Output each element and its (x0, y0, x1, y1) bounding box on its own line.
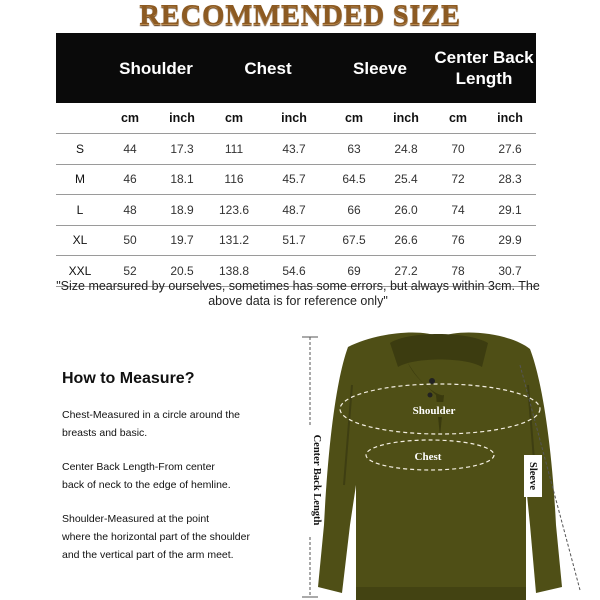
units-row (56, 103, 536, 134)
table-cell: 19.7 (156, 225, 208, 256)
how-to-measure-title: How to Measure? (62, 370, 195, 387)
measurement-note: "Size mearsured by ourselves, sometimes has some errors, but always within 3cm. The above data is for reference only" (56, 279, 540, 308)
header-blank (56, 33, 104, 103)
header-center-back-length: Center Back Length (432, 33, 536, 103)
table-cell: 50 (104, 225, 156, 256)
chest-label: Chest (414, 451, 442, 463)
table-cell: 29.1 (484, 195, 536, 226)
table-row (56, 134, 536, 165)
shoulder-label: Shoulder (412, 405, 456, 417)
table-cell: 52 (104, 256, 156, 287)
unit-label: cm (328, 103, 380, 134)
table-cell: 18.9 (156, 195, 208, 226)
table-cell: 30.7 (484, 256, 536, 287)
unit-label: cm (208, 103, 260, 134)
table-cell: 46 (104, 164, 156, 195)
size-label: XXL (56, 256, 104, 287)
description-line: where the horizontal part of the shoulder (62, 531, 250, 543)
table-row (56, 225, 536, 256)
size-label: M (56, 164, 104, 195)
unit-blank (56, 103, 104, 134)
description-line: Shoulder-Measured at the point (62, 513, 210, 525)
unit-label: inch (260, 103, 328, 134)
shoulder-description (62, 510, 282, 564)
center-back-length-label: Center Back Length (311, 434, 322, 526)
table-cell: 64.5 (328, 164, 380, 195)
table-cell: 111 (208, 134, 260, 165)
unit-label: inch (484, 103, 536, 134)
header-sleeve: Sleeve (328, 33, 432, 103)
center-back-description (62, 458, 282, 494)
description-line: breasts and basic. (62, 427, 148, 439)
table-cell: 24.8 (380, 134, 432, 165)
table-cell: 48.7 (260, 195, 328, 226)
size-chart-table (56, 33, 536, 287)
table-cell: 131.2 (208, 225, 260, 256)
table-cell: 45.7 (260, 164, 328, 195)
table-cell: 54.6 (260, 256, 328, 287)
size-label: XL (56, 225, 104, 256)
table-cell: 51.7 (260, 225, 328, 256)
table-row (56, 195, 536, 226)
size-label: S (56, 134, 104, 165)
chest-description (62, 406, 282, 442)
table-cell: 20.5 (156, 256, 208, 287)
unit-label: inch (156, 103, 208, 134)
table-cell: 43.7 (260, 134, 328, 165)
table-cell: 44 (104, 134, 156, 165)
table-cell: 63 (328, 134, 380, 165)
table-cell: 26.6 (380, 225, 432, 256)
description-line: Center Back Length-From center (62, 461, 215, 473)
table-cell: 69 (328, 256, 380, 287)
table-cell: 116 (208, 164, 260, 195)
unit-label: cm (432, 103, 484, 134)
table-cell: 72 (432, 164, 484, 195)
page-title: RECOMMENDED SIZE (139, 0, 461, 31)
sweater-measurement-figure (290, 325, 590, 600)
table-cell: 66 (328, 195, 380, 226)
unit-label: cm (104, 103, 156, 134)
table-cell: 48 (104, 195, 156, 226)
description-line: and the vertical part of the arm meet. (62, 549, 234, 561)
table-cell: 18.1 (156, 164, 208, 195)
table-cell: 123.6 (208, 195, 260, 226)
table-cell: 26.0 (380, 195, 432, 226)
table-cell: 70 (432, 134, 484, 165)
description-line: back of neck to the edge of hemline. (62, 479, 231, 491)
unit-label: inch (380, 103, 432, 134)
table-cell: 28.3 (484, 164, 536, 195)
table-cell: 27.2 (380, 256, 432, 287)
header-shoulder: Shoulder (104, 33, 208, 103)
table-cell: 74 (432, 195, 484, 226)
table-cell: 67.5 (328, 225, 380, 256)
header-chest: Chest (208, 33, 328, 103)
description-line: Chest-Measured in a circle around the (62, 409, 241, 421)
table-cell: 25.4 (380, 164, 432, 195)
sleeve-label: Sleeve (527, 462, 538, 490)
table-cell: 76 (432, 225, 484, 256)
table-cell: 138.8 (208, 256, 260, 287)
table-row (56, 164, 536, 195)
table-cell: 29.9 (484, 225, 536, 256)
table-cell: 27.6 (484, 134, 536, 165)
size-label: L (56, 195, 104, 226)
table-cell: 78 (432, 256, 484, 287)
table-cell: 17.3 (156, 134, 208, 165)
